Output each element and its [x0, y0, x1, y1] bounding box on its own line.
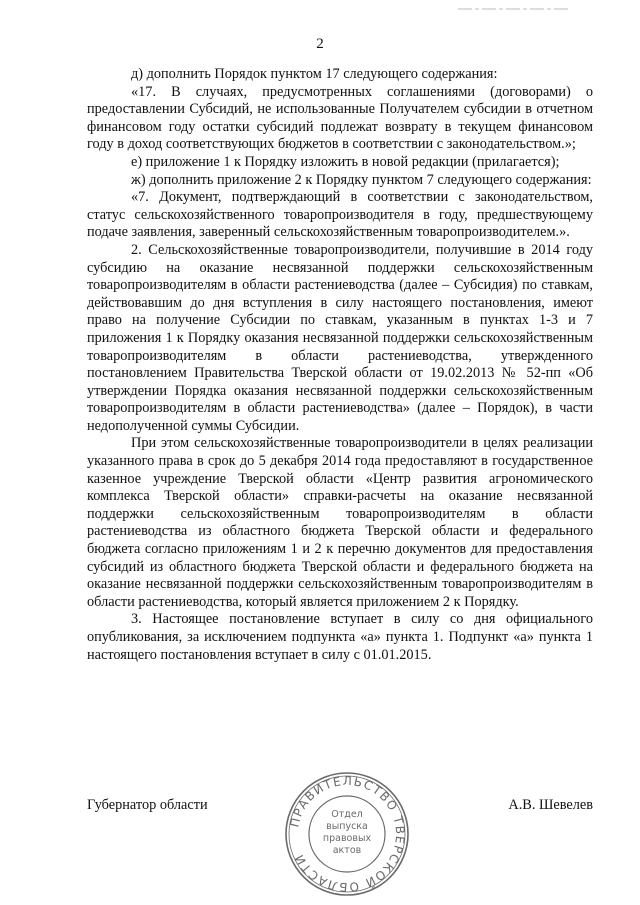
signatory-title: Губернатор области: [87, 797, 208, 813]
seal-center-line: актов: [332, 845, 362, 856]
official-seal-stamp: [283, 770, 411, 898]
paragraph-item-17: «17. В случаях, предусмотренных соглашениями (договорами) о предоставлении Субсидий, не использованные Получателем субсидии в отчетном финансовом году остатки субсидий подлежат возврату в текущем финансовом году в доход соответствующих бюджетов в соответствии с законодательством.»;: [87, 83, 593, 153]
scan-artifact: [458, 0, 568, 6]
signatory-name: А.В. Шевелев: [508, 797, 593, 813]
paragraph-deadline: При этом сельскохозяйственные товаропроизводители в целях реализации указанного права в срок до 5 декабря 2014 года предоставляют в государственное казенное учреждение Тверской области «Центр развития агрономического комплекса Тверской области» справки-расчеты на оказание несвязанной поддержки сельскохозяйственным товаропроизводителям в области растениеводства из областного бюджета Тверской области и федерального бюджета согласно приложениям 1 и 2 к перечню документов для предоставления субсидий из областного бюджета Тверской области и федерального бюджета на оказание несвязанной поддержки сельскохозяйственным товаропроизводителям в области растениеводства, который является приложением 2 к Порядку.: [87, 435, 593, 610]
seal-center-line: выпуска: [326, 821, 368, 832]
paragraph-d: д) дополнить Порядок пунктом 17 следующего содержания:: [131, 66, 498, 82]
paragraph-zh: ж) дополнить приложение 2 к Порядку пунктом 7 следующего содержания:: [131, 171, 592, 188]
seal-center-line: правовых: [322, 833, 372, 844]
page-number: 2: [316, 36, 324, 52]
svg-text:ПРАВИТЕЛЬСТВО ТВЕРСКОЙ ОБЛАСТИ: ПРАВИТЕЛЬСТВО ТВЕРСКОЙ ОБЛАСТИ: [287, 773, 408, 895]
paragraph-section-3: 3. Настоящее постановление вступает в силу со дня официального опубликования, за исключением подпункта «а» пункта 1. Подпункт «а» пункта 1 настоящего постановления вступает в силу с 01.01.2015.: [87, 611, 593, 663]
paragraph-e: е) приложение 1 к Порядку изложить в новой редакции (прилагается);: [131, 153, 560, 170]
paragraph-item-7: «7. Документ, подтверждающий в соответствии с законодательством, статус сельскохозяйственного товаропроизводителя в году, предшествующему подаче заявления, заверенный сельскохозяйственным товаропроизводителем.».: [87, 189, 593, 241]
document-body: [87, 66, 593, 664]
paragraph-section-2: 2. Сельскохозяйственные товаропроизводители, получившие в 2014 году субсидию на оказание несвязанной поддержки сельскохозяйственным товаропроизводителям в области растениеводства (далее – Субсидия) по ставкам, действовавшим до дня вступления в силу настоящего постановления, имеют право на получение Субсидии по ставкам, указанным в пунктах 1-3 и 7 приложения 1 к Порядку оказания несвязанной поддержки сельскохозяйственным товаропроизводителям в области растениеводства, утвержденного постановлением Правительства Тверской области от 19.02.2013 № 52-пп «Об утверждении Порядка оказания несвязанной поддержки сельскохозяйственным товаропроизводителям в области растениеводства» (далее – Порядок), в части недополученной суммы Субсидии.: [87, 241, 593, 434]
seal-center-line: Отдел: [331, 809, 363, 820]
